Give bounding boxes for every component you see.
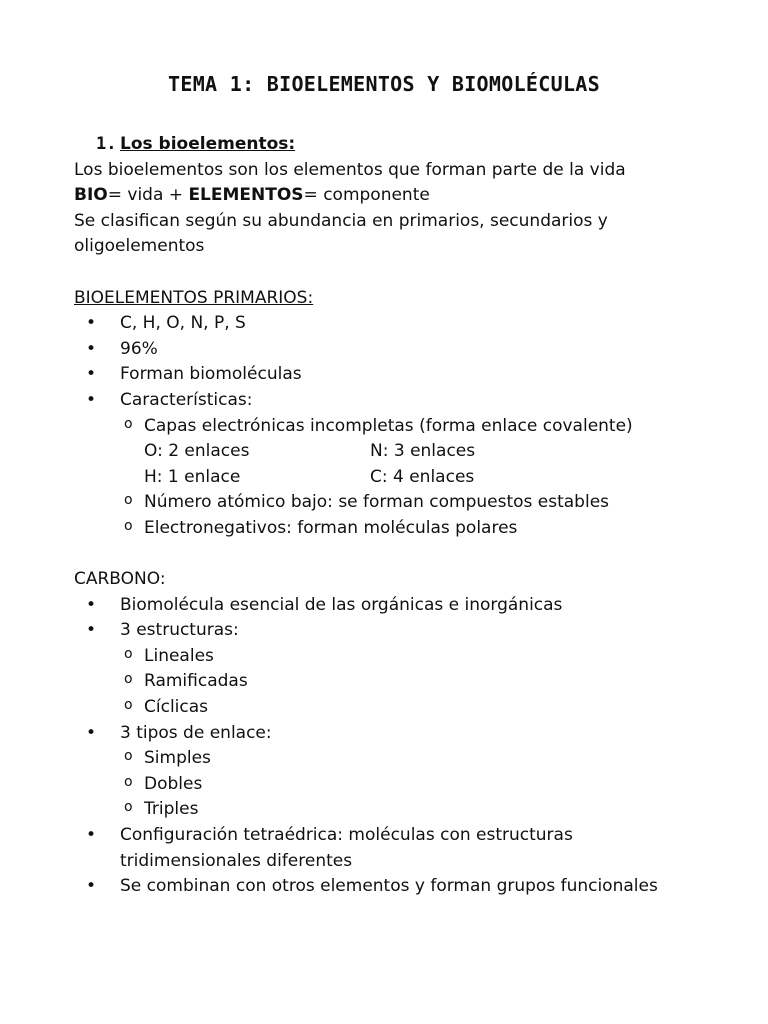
c-enlaces: C: 4 enlaces bbox=[370, 466, 475, 487]
caracteristicas-sublist-wrapper bbox=[120, 414, 714, 542]
document-body bbox=[74, 132, 714, 900]
enlaces-row-2 bbox=[144, 465, 714, 491]
carbono-heading: CARBONO: bbox=[74, 569, 166, 590]
page-title: TEMA 1: BIOELEMENTOS Y BIOMOLÉCULAS bbox=[168, 72, 600, 96]
sub-list-item: o Cíclicas bbox=[144, 695, 714, 721]
sub-list-item: o Lineales bbox=[144, 644, 714, 670]
sub-list-item: o Simples bbox=[144, 746, 714, 772]
section-number: 1. bbox=[96, 134, 117, 154]
list-item: • Biomolécula esencial de las orgánicas e inorgánicas bbox=[120, 593, 714, 619]
list-item-continuation: tridimensionales diferentes bbox=[120, 850, 353, 871]
enlaces-row-1 bbox=[144, 439, 714, 465]
list-item: • C, H, O, N, P, S bbox=[120, 311, 714, 337]
list-item: • Configuración tetraédrica: moléculas con estructuras bbox=[120, 823, 714, 849]
list-item: • 96% bbox=[120, 337, 714, 363]
sub-list-item: o Dobles bbox=[144, 772, 714, 798]
n-enlaces: N: 3 enlaces bbox=[370, 441, 476, 462]
estructuras-sublist bbox=[120, 644, 714, 721]
carbono-list bbox=[74, 593, 714, 900]
sub-list-item: o Triples bbox=[144, 797, 714, 823]
primarios-heading: BIOELEMENTOS PRIMARIOS: bbox=[74, 287, 314, 308]
list-item: • Se combinan con otros elementos y forman grupos funcionales bbox=[120, 874, 714, 900]
o-enlaces: O: 2 enlaces bbox=[144, 441, 250, 462]
elementos-def: = componente bbox=[303, 185, 430, 206]
bio-def: = vida + bbox=[107, 185, 189, 206]
sub-list-item: o Ramificadas bbox=[144, 669, 714, 695]
classification-text-1: Se clasifican según su abundancia en primarios, secundarios y bbox=[74, 210, 608, 231]
caracteristicas-sublist bbox=[120, 414, 714, 542]
estructuras-sublist-wrapper bbox=[120, 644, 714, 721]
sub-list-item: o Capas electrónicas incompletas (forma enlace covalente) bbox=[144, 414, 714, 440]
list-item: • 3 estructuras: bbox=[120, 618, 714, 644]
list-item: • Características: bbox=[120, 388, 714, 414]
sub-list-item: o Electronegativos: forman moléculas polares bbox=[144, 516, 714, 542]
intro-text: Los bioelementos son los elementos que forman parte de la vida bbox=[74, 159, 626, 180]
elementos-term: ELEMENTOS bbox=[188, 185, 304, 206]
section-title: Los bioelementos: bbox=[120, 134, 296, 154]
bio-term: BIO bbox=[74, 185, 108, 206]
section-heading bbox=[74, 132, 714, 158]
enlaces-sublist bbox=[120, 746, 714, 823]
sub-list-item: o Número atómico bajo: se forman compuestos estables bbox=[144, 490, 714, 516]
list-item: • Forman biomoléculas bbox=[120, 362, 714, 388]
list-item: • 3 tipos de enlace: bbox=[120, 721, 714, 747]
primarios-list bbox=[74, 311, 714, 541]
bio-definition bbox=[74, 183, 714, 209]
enlaces-sublist-wrapper bbox=[120, 746, 714, 823]
classification-text-2: oligoelementos bbox=[74, 236, 205, 257]
h-enlace: H: 1 enlace bbox=[144, 466, 241, 487]
